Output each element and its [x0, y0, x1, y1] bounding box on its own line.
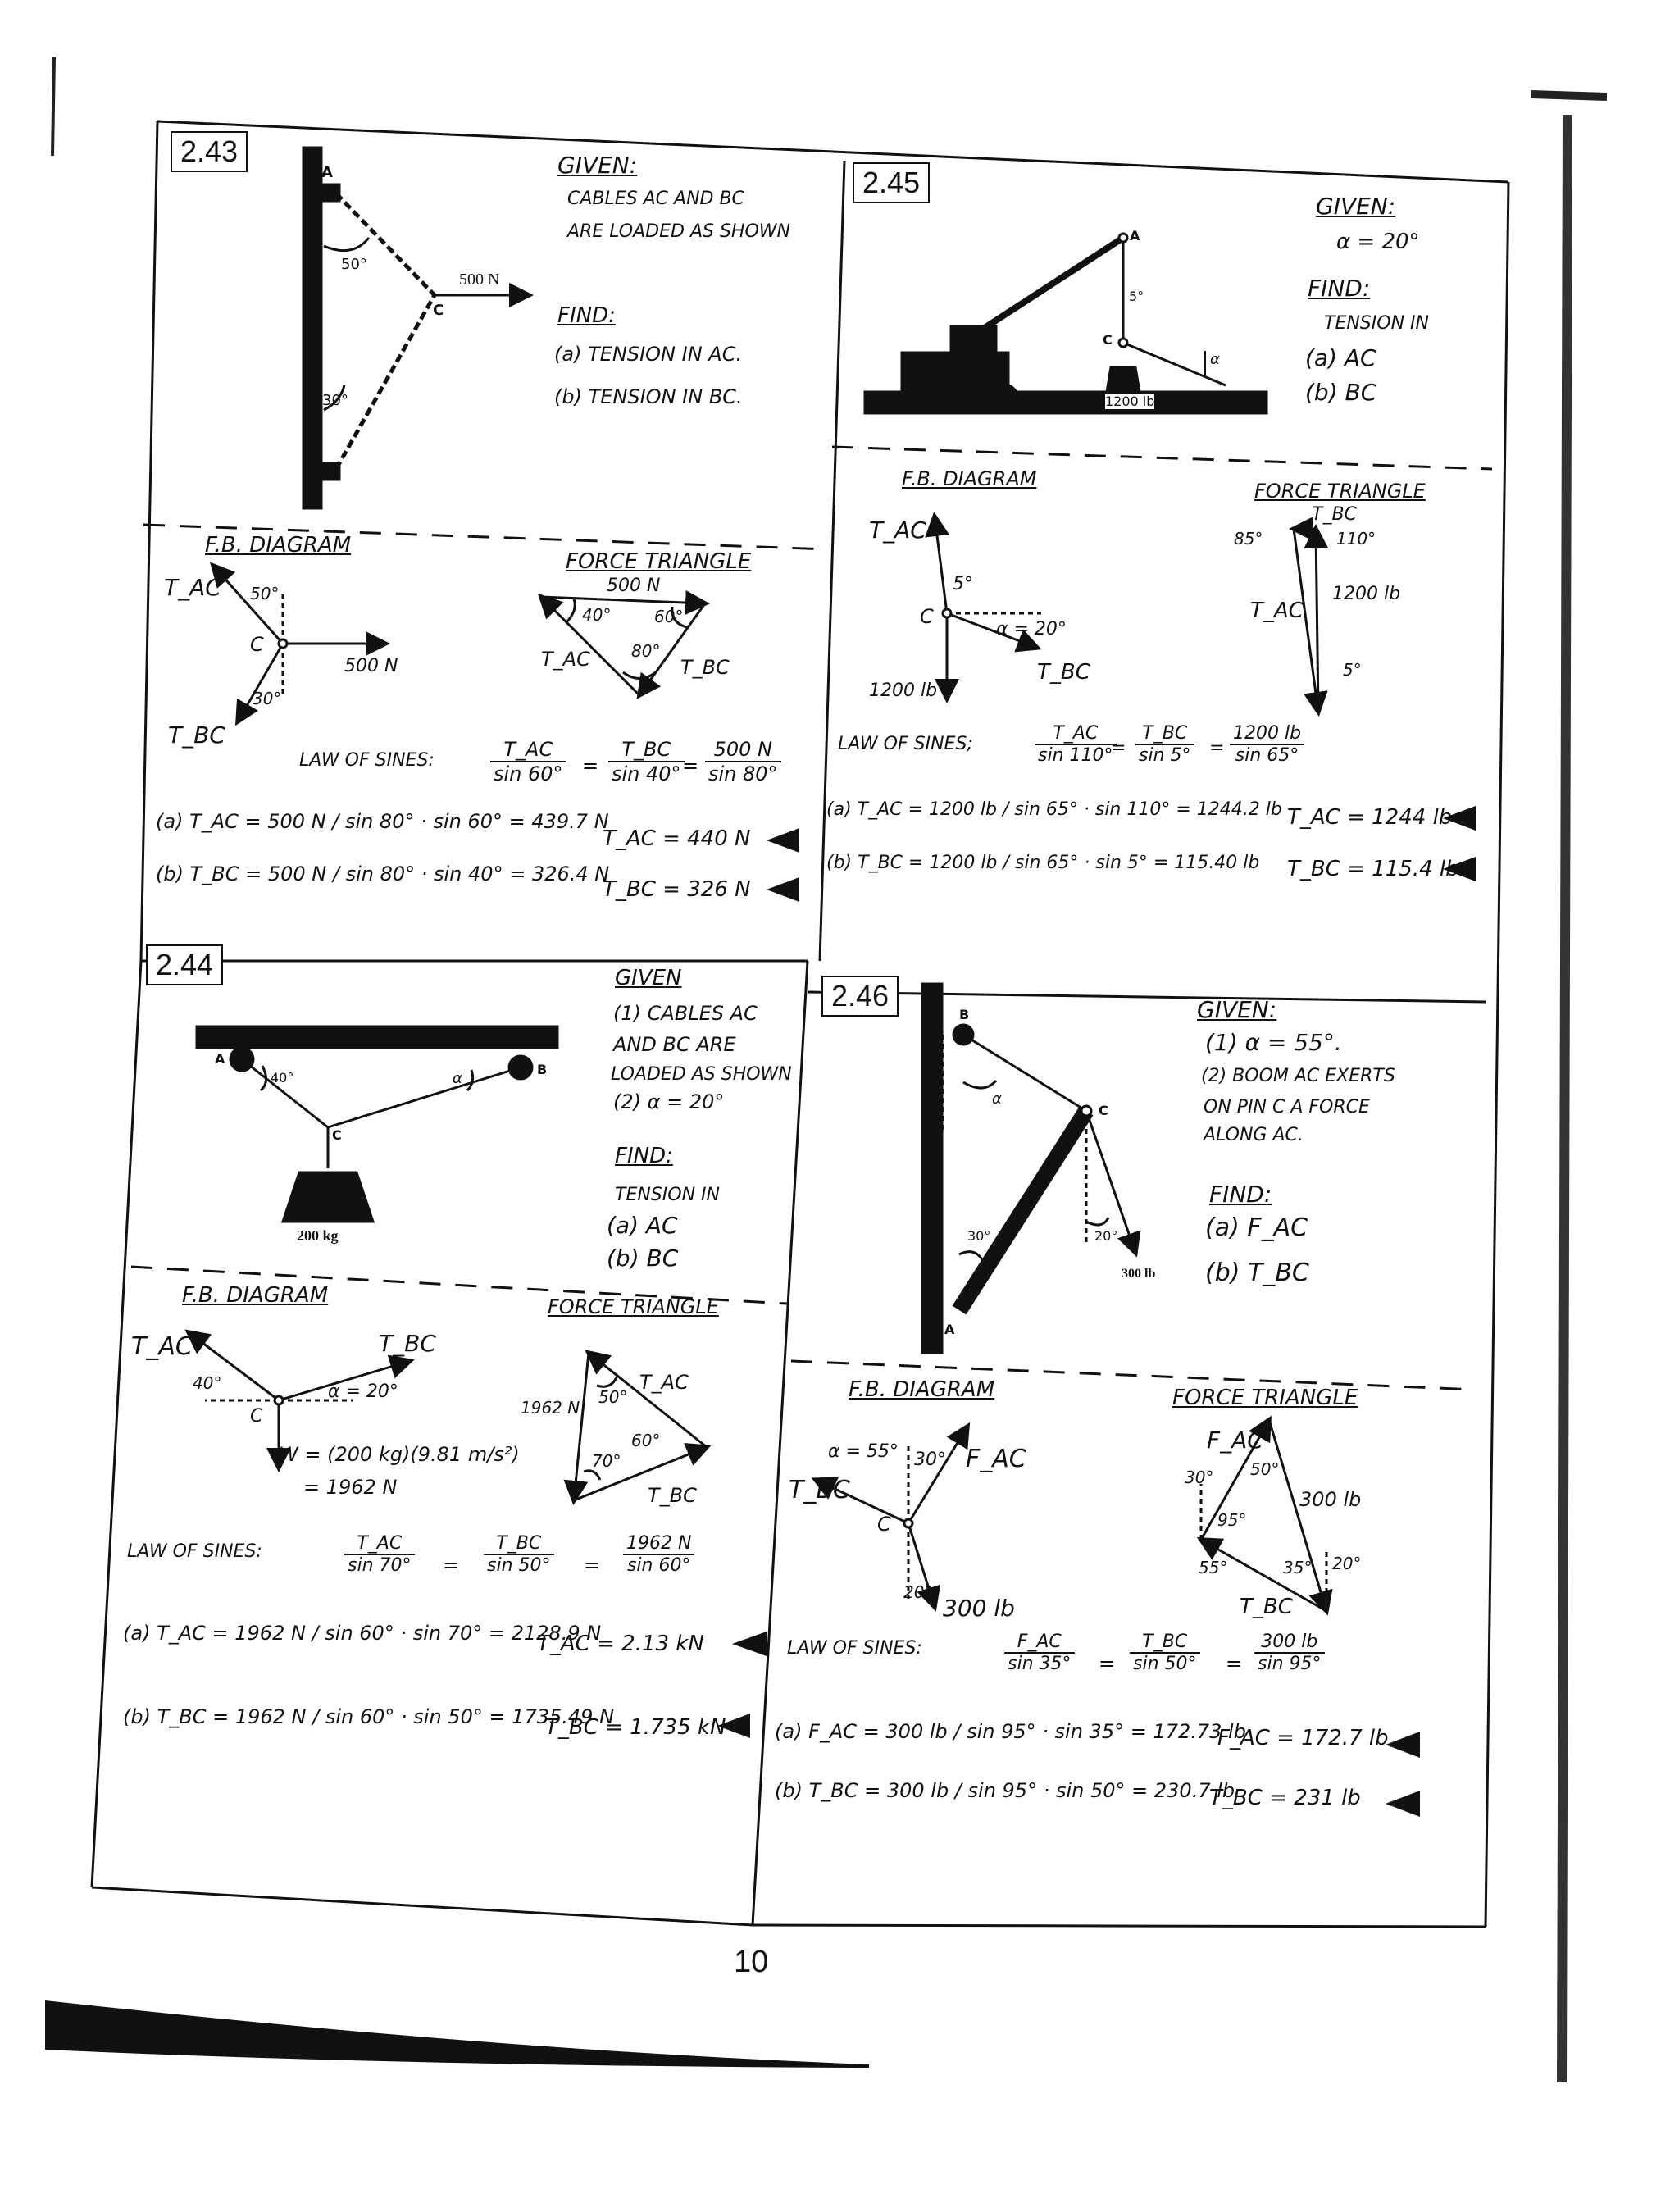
- solution-a-2-43: (a) T_AC = 500 N / sin 80° · sin 60° = 439.7 N: [156, 810, 609, 833]
- law-eq-2-2-46: =: [1226, 1652, 1243, 1675]
- fig-label-a-2-44: A: [215, 1051, 225, 1067]
- figure-2-44: [197, 1026, 557, 1222]
- tri-angle-40-2-43: 40°: [582, 605, 612, 625]
- tri-angle-30-2-46: 30°: [1185, 1468, 1214, 1487]
- law-frac-1-2-44: $\frac{T\_AC}{\sin 70^\circ}$: [344, 1533, 415, 1576]
- fig-alpha-2-46: α: [992, 1090, 1002, 1108]
- fbd-weight-line-1-2-44: W = (200 kg)(9.81 m/s²): [279, 1443, 520, 1466]
- fbd-title-2-44: F.B. DIAGRAM: [182, 1283, 329, 1308]
- find-a-2-46: (a) F_AC: [1205, 1213, 1308, 1242]
- tri-weight-2-44: 1962 N: [521, 1398, 580, 1418]
- tri-tbc-2-45: T_BC: [1312, 504, 1357, 525]
- find-b-2-43: (b) TENSION IN BC.: [554, 385, 743, 408]
- solution-b-2-46: (b) T_BC = 300 lb / sin 95° · sin 50° = 230.7 lb: [775, 1779, 1235, 1802]
- fbd-alpha-2-45: α = 20°: [996, 619, 1067, 639]
- given-heading-2-45: GIVEN:: [1316, 193, 1396, 220]
- fbd-alpha-2-46: α = 55°: [828, 1441, 899, 1462]
- tri-load-2-46: 300 lb: [1299, 1488, 1362, 1511]
- fbd-title-2-45: F.B. DIAGRAM: [902, 467, 1037, 490]
- fbd-c-2-45: C: [920, 605, 934, 628]
- tri-title-2-45: FORCE TRIANGLE: [1254, 480, 1426, 503]
- law-frac-2-2-43: $\frac{T\_BC}{\sin 40^\circ}$: [608, 738, 685, 785]
- scan-edge-right: [1562, 115, 1568, 2082]
- law-label-2-44: LAW OF SINES:: [127, 1541, 262, 1562]
- given-line-1-2-43: CABLES AC AND BC: [567, 189, 744, 209]
- fbd-angle-5-2-45: 5°: [953, 574, 973, 594]
- tri-angle-60-2-43: 60°: [654, 607, 684, 626]
- fbd-angle-30-2-43: 30°: [253, 689, 282, 708]
- fbd-load-2-45: 1200 lb: [869, 680, 938, 701]
- tri-angle-50-2-44: 50°: [598, 1387, 628, 1407]
- scan-mark-left: [52, 57, 54, 156]
- fbd-title-2-46: F.B. DIAGRAM: [849, 1377, 995, 1402]
- find-a-2-45: (a) AC: [1305, 344, 1376, 371]
- law-frac-2-2-45: $\frac{T\_BC}{\sin 5^\circ}$: [1135, 723, 1194, 766]
- fbd-tac-2-44: T_AC: [131, 1332, 193, 1361]
- find-heading-2-45: FIND:: [1308, 275, 1371, 302]
- problem-number-2-43: 2.43: [171, 131, 248, 172]
- tri-title-2-43: FORCE TRIANGLE: [566, 549, 752, 574]
- law-label-2-45: LAW OF SINES;: [838, 734, 973, 754]
- answer-markers: [717, 806, 1476, 1817]
- given-line-2-2-44: AND BC ARE: [613, 1033, 736, 1056]
- tri-tac-2-45: T_AC: [1250, 599, 1304, 623]
- figure-2-45: [865, 234, 1267, 413]
- fbd-angle-30-2-46: 30°: [914, 1450, 946, 1470]
- scan-mark-top-right: [1531, 94, 1607, 97]
- fig-label-b-2-43: B: [307, 488, 319, 505]
- law-label-2-43: LAW OF SINES:: [299, 750, 435, 771]
- figure-2-43: [303, 148, 529, 508]
- fig-load-2-43: 500 N: [459, 271, 500, 289]
- scan-edge-bottom: [45, 2000, 869, 2068]
- find-b-2-46: (b) T_BC: [1205, 1258, 1309, 1287]
- fbd-fac-2-46: F_AC: [966, 1445, 1026, 1473]
- tri-load-2-45: 1200 lb: [1332, 584, 1401, 604]
- tri-angle-5-2-45: 5°: [1343, 660, 1362, 680]
- fbd-tac-2-43: T_AC: [164, 574, 221, 601]
- law-eq-1-2-43: =: [582, 754, 599, 777]
- find-b-2-45: (b) BC: [1305, 379, 1377, 406]
- find-a-2-44: (a) AC: [607, 1212, 678, 1239]
- problem-number-2-46: 2.46: [821, 976, 899, 1017]
- law-eq-2-2-43: =: [682, 754, 699, 777]
- fbd-tbc-2-43: T_BC: [168, 721, 225, 749]
- fig-angle-50-2-43: 50°: [341, 256, 367, 273]
- tri-tac-2-44: T_AC: [639, 1371, 689, 1394]
- tri-angle-110-2-45: 110°: [1336, 529, 1376, 548]
- law-frac-1-2-43: $\frac{T\_AC}{\sin 60^\circ}$: [490, 738, 566, 785]
- law-frac-2-2-44: $\frac{T\_BC}{\sin 50^\circ}$: [484, 1533, 554, 1576]
- law-frac-3-2-45: $\frac{1200 lb}{\sin 65^\circ}$: [1230, 723, 1304, 766]
- tri-tbc-2-46: T_BC: [1240, 1595, 1293, 1619]
- tri-tac-2-43: T_AC: [541, 648, 590, 671]
- fig-load-2-46: 300 lb: [1122, 1267, 1156, 1281]
- find-line-1-2-45: TENSION IN: [1324, 313, 1429, 334]
- fig-angle-30-2-46: 30°: [967, 1228, 991, 1244]
- fbd-tac-2-45: T_AC: [869, 517, 926, 544]
- find-heading-2-46: FIND:: [1209, 1181, 1272, 1208]
- find-line-1-2-44: TENSION IN: [615, 1185, 720, 1205]
- fbd-tbc-2-45: T_BC: [1037, 660, 1090, 685]
- answer-b-2-43: T_BC = 326 N: [603, 877, 751, 902]
- fbd-load-2-43: 500 N: [344, 656, 398, 676]
- answer-a-2-45: T_AC = 1244 lb: [1287, 805, 1453, 830]
- fig-angle-20-2-46: 20°: [1094, 1228, 1118, 1244]
- given-line-4-2-44: (2) α = 20°: [613, 1090, 725, 1113]
- fig-label-c-2-45: C: [1103, 332, 1113, 348]
- fig-load-2-45: 1200 lb: [1105, 394, 1155, 409]
- law-frac-1-2-45: $\frac{T\_AC}{\sin 110^\circ}$: [1035, 723, 1117, 766]
- fig-angle-40-2-44: 40°: [271, 1070, 294, 1086]
- fbd-alpha-2-44: α = 20°: [328, 1381, 398, 1402]
- law-frac-3-2-44: $\frac{1962 N}{\sin 60^\circ}$: [623, 1533, 694, 1576]
- tri-fac-2-46: F_AC: [1207, 1427, 1263, 1454]
- solution-b-2-44: (b) T_BC = 1962 N / sin 60° · sin 50° = 1735.49 N: [123, 1705, 615, 1728]
- solution-a-2-44: (a) T_AC = 1962 N / sin 60° · sin 70° = 2128.9 N: [123, 1622, 602, 1645]
- tri-angle-80-2-43: 80°: [631, 641, 661, 661]
- fbd-title-2-43: F.B. DIAGRAM: [205, 533, 352, 558]
- given-heading-2-44: GIVEN: [615, 966, 682, 990]
- given-line-4-2-46: ALONG AC.: [1204, 1125, 1304, 1145]
- law-label-2-46: LAW OF SINES:: [787, 1638, 922, 1659]
- fbd-angle-20-2-46: 20°: [903, 1582, 933, 1602]
- fig-label-b-2-46: B: [959, 1007, 970, 1022]
- find-b-2-44: (b) BC: [607, 1245, 679, 1272]
- given-line-1-2-46: (1) α = 55°.: [1205, 1029, 1342, 1056]
- tri-angle-20-2-46: 20°: [1332, 1554, 1362, 1573]
- given-line-1-2-44: (1) CABLES AC: [613, 1002, 758, 1025]
- tri-angle-70-2-44: 70°: [592, 1451, 621, 1471]
- tri-angle-35-2-46: 35°: [1283, 1558, 1313, 1577]
- given-line-2-2-43: ARE LOADED AS SHOWN: [567, 221, 790, 242]
- law-frac-3-2-46: $\frac{300 lb}{\sin 95^\circ}$: [1254, 1632, 1325, 1674]
- law-eq-1-2-44: =: [443, 1554, 460, 1577]
- fbd-2-45: [935, 517, 1041, 699]
- fig-label-c-2-44: C: [332, 1127, 342, 1143]
- tri-angle-55-2-46: 55°: [1199, 1558, 1228, 1577]
- problem-number-2-45: 2.45: [853, 162, 930, 203]
- fbd-load-2-46: 300 lb: [943, 1595, 1015, 1622]
- answer-b-2-44: T_BC = 1.735 kN: [545, 1715, 726, 1740]
- fig-angle-30-2-43: 30°: [322, 392, 348, 409]
- answer-b-2-45: T_BC = 115.4 lb: [1287, 857, 1459, 881]
- fig-label-c-2-43: C: [433, 302, 444, 319]
- given-line-3-2-44: LOADED AS SHOWN: [611, 1064, 792, 1085]
- fig-alpha-2-44: α: [453, 1070, 462, 1087]
- given-line-2-2-46: (2) BOOM AC EXERTS: [1201, 1066, 1395, 1086]
- fbd-c-2-44: C: [250, 1406, 263, 1427]
- fbd-2-43: [213, 566, 385, 721]
- law-eq-2-2-45: =: [1209, 738, 1225, 758]
- tri-angle-95-2-46: 95°: [1217, 1510, 1247, 1530]
- fbd-angle-50-2-43: 50°: [250, 584, 280, 603]
- tri-angle-60-2-44: 60°: [631, 1431, 661, 1450]
- page-number: 10: [734, 1945, 769, 1979]
- tri-angle-85-2-45: 85°: [1234, 529, 1263, 548]
- find-heading-2-44: FIND:: [615, 1144, 673, 1168]
- fig-label-b-2-44: B: [537, 1062, 548, 1077]
- tri-angle-50-2-46: 50°: [1250, 1459, 1280, 1479]
- fig-alpha-2-45: α: [1210, 351, 1220, 368]
- given-heading-2-43: GIVEN:: [557, 152, 638, 179]
- fbd-angle-40-2-44: 40°: [193, 1373, 222, 1393]
- fig-label-a-2-43: A: [321, 164, 333, 181]
- answer-a-2-46: F_AC = 172.7 lb: [1217, 1726, 1389, 1750]
- law-frac-1-2-46: $\frac{F\_AC}{\sin 35^\circ}$: [1004, 1632, 1075, 1674]
- fbd-tbc-2-46: T_BC: [789, 1476, 850, 1504]
- fbd-tbc-2-44: T_BC: [379, 1330, 436, 1357]
- problem-number-2-44: 2.44: [146, 944, 223, 985]
- fbd-c-2-46: C: [877, 1513, 891, 1536]
- figure-2-46: [922, 984, 1135, 1353]
- given-line-1-2-45: α = 20°: [1336, 230, 1420, 254]
- given-heading-2-46: GIVEN:: [1197, 996, 1277, 1023]
- law-frac-2-2-46: $\frac{T\_BC}{\sin 50^\circ}$: [1130, 1632, 1200, 1674]
- answer-b-2-46: T_BC = 231 lb: [1209, 1786, 1361, 1810]
- solution-a-2-45: (a) T_AC = 1200 lb / sin 65° · sin 110° = 1244.2 lb: [826, 799, 1282, 820]
- find-heading-2-43: FIND:: [557, 303, 616, 328]
- given-line-3-2-46: ON PIN C A FORCE: [1204, 1097, 1370, 1117]
- law-eq-1-2-45: =: [1111, 738, 1126, 758]
- tri-title-2-44: FORCE TRIANGLE: [548, 1295, 719, 1318]
- fig-label-a-2-45: A: [1130, 228, 1140, 244]
- fig-label-b-2-45: B: [1220, 392, 1231, 407]
- solution-a-2-46: (a) F_AC = 300 lb / sin 95° · sin 35° = 172.73 lb: [775, 1720, 1246, 1743]
- divider-2-45: [832, 447, 1492, 469]
- fig-label-c-2-46: C: [1099, 1103, 1108, 1118]
- law-eq-1-2-46: =: [1099, 1652, 1116, 1675]
- answer-a-2-44: T_AC = 2.13 kN: [537, 1632, 704, 1656]
- fbd-weight-line-2-2-44: = 1962 N: [303, 1476, 398, 1499]
- law-eq-2-2-44: =: [584, 1554, 601, 1577]
- fbd-c-2-43: C: [250, 633, 264, 656]
- solution-b-2-45: (b) T_BC = 1200 lb / sin 65° · sin 5° = 115.40 lb: [826, 853, 1260, 873]
- answer-a-2-43: T_AC = 440 N: [603, 826, 751, 851]
- fig-label-a-2-46: A: [944, 1322, 955, 1337]
- tri-title-2-46: FORCE TRIANGLE: [1172, 1386, 1358, 1410]
- tri-tbc-2-43: T_BC: [680, 656, 730, 679]
- solution-b-2-43: (b) T_BC = 500 N / sin 80° · sin 40° = 326.4 N: [156, 862, 610, 885]
- fig-mass-2-44: 200 kg: [297, 1227, 339, 1244]
- law-frac-3-2-43: $\frac{500 N}{\sin 80^\circ}$: [705, 738, 781, 785]
- find-a-2-43: (a) TENSION IN AC.: [554, 343, 743, 366]
- tri-top-2-43: 500 N: [607, 576, 661, 596]
- tri-tbc-2-44: T_BC: [648, 1484, 697, 1507]
- fig-angle-5-2-45: 5°: [1129, 289, 1144, 304]
